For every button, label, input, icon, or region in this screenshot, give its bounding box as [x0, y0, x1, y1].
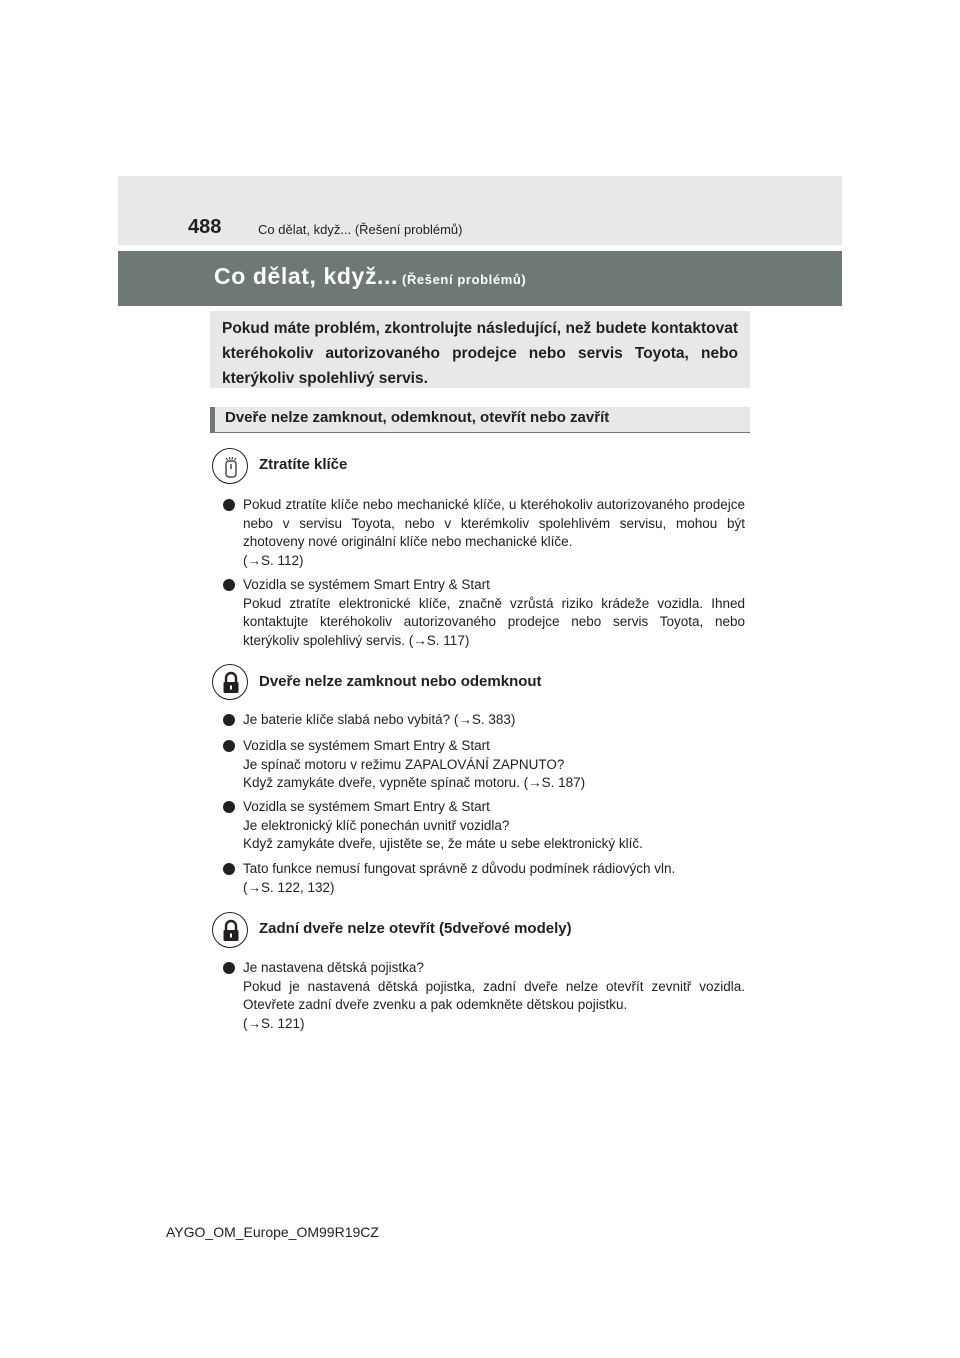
- item-text: Je baterie klíče slabá nebo vybitá? (→S. 383): [243, 712, 516, 727]
- item-text: Tato funkce nemusí fungovat správně z důvodu podmínek rádiových vln.: [243, 861, 676, 876]
- list-item: [223, 860, 745, 897]
- section-heading: Dveře nelze zamknout, odemknout, otevřít nebo zavřít: [210, 407, 750, 433]
- page-number: 488: [188, 216, 222, 238]
- intro-box: Pokud máte problém, zkontrolujte následující, než budete kontaktovat kteréhokoliv autorizovaného prodejce nebo servis Toyota, nebo kterýkoliv spolehlivý servis.: [210, 311, 750, 388]
- bullet-icon: [223, 801, 235, 813]
- item-text: Je elektronický klíč ponechán uvnitř vozidla?: [243, 817, 510, 833]
- subsection-title-rear-doors: Zadní dveře nelze otevřít (5dveřové modely): [259, 920, 572, 937]
- list-item: [223, 959, 745, 1033]
- list-item: [223, 798, 745, 854]
- subsection-title-lock: Dveře nelze zamknout nebo odemknout: [259, 673, 542, 690]
- bullet-icon: [223, 499, 235, 511]
- subsection-title-lost-keys: Ztratíte klíče: [259, 456, 348, 473]
- lock-icon: [212, 664, 248, 700]
- key-icon: [212, 448, 248, 484]
- item-text: Vozidla se systémem Smart Entry & Start: [243, 738, 490, 753]
- list-item: [223, 737, 745, 793]
- item-text: Pokud ztratíte elektronické klíče, značně vzrůstá riziko krádeže vozidla. Ihned kontaktujte kteréhokoliv autorizovaného prodejce nebo servis Toyota, nebo kterýkoliv spolehlivý servis. (→S. 117): [243, 595, 745, 648]
- page-title: [214, 263, 526, 290]
- item-text: (→S. 121): [243, 1015, 305, 1031]
- bullet-icon: [223, 863, 235, 875]
- footer-code: AYGO_OM_Europe_OM99R19CZ: [166, 1224, 379, 1240]
- item-text: Vozidla se systémem Smart Entry & Start: [243, 799, 490, 814]
- list-item: [223, 711, 745, 730]
- item-text: Pokud je nastavená dětská pojistka, zadní dveře nelze otevřít zevnitř vozidla. Otevřete zadní dveře zvenku a pak odemkněte dětskou pojistku.: [243, 978, 745, 1012]
- title-bar: [118, 251, 842, 306]
- item-text: Když zamykáte dveře, vypněte spínač motoru. (→S. 187): [243, 775, 586, 790]
- list-item: [223, 576, 745, 650]
- item-text: (→S. 112): [243, 552, 304, 568]
- bullet-icon: [223, 579, 235, 591]
- page-title-sub: (Řešení problémů): [402, 272, 527, 287]
- item-text: Vozidla se systémem Smart Entry & Start: [243, 577, 490, 592]
- item-text: Pokud ztratíte klíče nebo mechanické klíče, u kteréhokoliv autorizovaného prodejce nebo v servisu Toyota, nebo v kterémkoliv spolehlivém servisu, mohou být zhotoveny nové originální klíče nebo mechanické klíče.: [243, 497, 745, 549]
- item-text: Je spínač motoru v režimu ZAPALOVÁNÍ ZAPNUTO?: [243, 756, 565, 772]
- item-text: (→S. 122, 132): [243, 879, 335, 895]
- lock-icon: [212, 912, 248, 948]
- bullet-icon: [223, 740, 235, 752]
- bullet-icon: [223, 714, 235, 726]
- item-text: Když zamykáte dveře, ujistěte se, že máte u sebe elektronický klíč.: [243, 836, 643, 851]
- bullet-icon: [223, 962, 235, 974]
- running-title: Co dělat, když... (Řešení problémů): [258, 222, 463, 237]
- page-title-main: Co dělat, když...: [214, 263, 399, 289]
- header-band: [118, 176, 842, 245]
- list-item: [223, 496, 745, 570]
- item-text: Je nastavena dětská pojistka?: [243, 960, 424, 975]
